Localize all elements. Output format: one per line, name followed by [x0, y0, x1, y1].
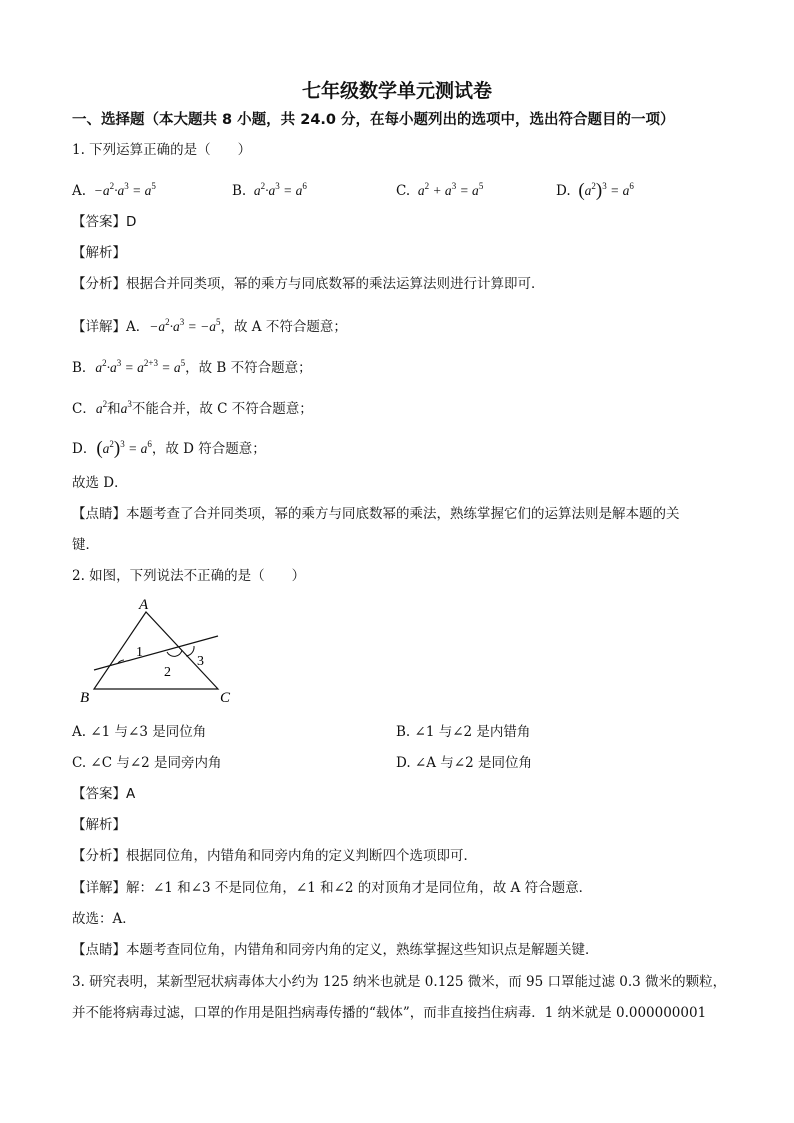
q3-line1: 3. 研究表明，某新型冠状病毒体大小约为 125 纳米也就是 0.125 微米，而 95 口罩能过滤 0.3 微米的颗粒，	[72, 974, 727, 990]
angle-2-arc	[167, 650, 182, 656]
vertex-a-label: A	[139, 597, 149, 613]
section-heading: 一、选择题（本大题共 8 小题，共 24.0 分，在每小题列出的选项中，选出符合题目的一项）	[72, 112, 675, 128]
q1-answer: 【答案】D	[72, 214, 137, 230]
q1-detail-a-prefix: 【详解】A．	[72, 319, 150, 335]
angle-2-label: 2	[164, 665, 171, 680]
q1-option-d: D. $(a^2)^3 = a^6$	[556, 180, 634, 201]
q1-option-a: A. $-a^2\cdot a^3 = a^5$	[72, 181, 156, 199]
q1-detail-d: D．$(a^2)^3 = a^6$，故 D 符合题意；	[72, 438, 266, 459]
vertex-b-label: B	[80, 690, 90, 706]
q1-option-c-label: C.	[396, 183, 411, 199]
q2-option-d: D. ∠A 与∠2 是同位角	[396, 755, 532, 771]
q1-option-b: B. $a^2\cdot a^3 = a^6$	[232, 181, 307, 199]
q1-detail-d-prefix: D．	[72, 441, 97, 457]
q1-choose: 故选 D．	[72, 475, 128, 491]
q2-analysis: 【解析】	[72, 817, 126, 833]
triangle-figure	[72, 596, 252, 708]
q1-detail-c: C．$a^2$和$a^3$不能合并，故 C 不符合题意；	[72, 399, 313, 417]
q2-fenxi: 【分析】根据同位角，内错角和同旁内角的定义判断四个选项即可．	[72, 848, 477, 864]
q2-answer: 【答案】A	[72, 786, 136, 802]
q1-option-c: C. $a^2 + a^3 = a^5$	[396, 181, 484, 199]
q1-dianjing-line1: 【点睛】本题考查了合并同类项，幂的乘方与同底数幂的乘法，熟练掌握它们的运算法则是解本题的关	[72, 506, 680, 522]
q1-dianjing-line2: 键．	[72, 537, 99, 553]
q2-detail: 【详解】解：∠1 和∠3 不是同位角，∠1 和∠2 的对顶角才是同位角，故 A 符合题意．	[72, 880, 593, 896]
page-title: 七年级数学单元测试卷	[301, 80, 492, 102]
angle-1-label: 1	[136, 645, 143, 660]
q2-option-a: A. ∠1 与∠3 是同位角	[72, 724, 207, 740]
angle-3-arc	[186, 646, 194, 656]
q2-option-c: C. ∠C 与∠2 是同旁内角	[72, 755, 222, 771]
q1-detail-c-suffix: 不能合并，故 C 不符合题意；	[131, 401, 313, 417]
q1-detail-c-prefix: C．	[72, 401, 96, 417]
angle-3-label: 3	[197, 654, 204, 669]
q1-detail-d-suffix: ，故 D 符合题意；	[151, 441, 266, 457]
q1-fenxi: 【分析】根据合并同类项，幂的乘方与同底数幂的乘法运算法则进行计算即可．	[72, 276, 545, 292]
q1-detail-a: 【详解】A．$-a^2\cdot a^3 = -a^5$，故 A 不符合题意；	[72, 317, 347, 335]
q1-option-a-label: A.	[72, 183, 87, 199]
q1-detail-b-suffix: ，故 B 不符合题意；	[185, 360, 312, 376]
q1-detail-b-prefix: B．	[72, 360, 96, 376]
q1-analysis: 【解析】	[72, 245, 126, 261]
q2-option-b: B. ∠1 与∠2 是内错角	[396, 724, 531, 740]
vertex-c-label: C	[220, 690, 231, 706]
q1-stem: 1. 下列运算正确的是（ ）	[72, 142, 252, 158]
q1-detail-c-mid: 和	[107, 401, 121, 417]
q1-detail-b: B．$a^2\cdot a^3 = a^{2+3} = a^5$，故 B 不符合题意；	[72, 358, 312, 376]
q2-dianjing: 【点睛】本题考查同位角，内错角和同旁内角的定义，熟练掌握这些知识点是解题关键．	[72, 942, 599, 958]
q3-line2: 并不能将病毒过滤，口罩的作用是阻挡病毒传播的“载体”，而非直接挡住病毒．1 纳米就是 0.000000001	[72, 1005, 707, 1021]
q2-stem: 2. 如图，下列说法不正确的是（ ）	[72, 568, 306, 584]
q1-detail-a-suffix: ，故 A 不符合题意；	[220, 319, 347, 335]
q1-option-b-label: B.	[232, 183, 247, 199]
triangle-abc	[94, 612, 218, 689]
q2-choose: 故选：A．	[72, 911, 136, 927]
q1-option-d-label: D.	[556, 183, 571, 199]
